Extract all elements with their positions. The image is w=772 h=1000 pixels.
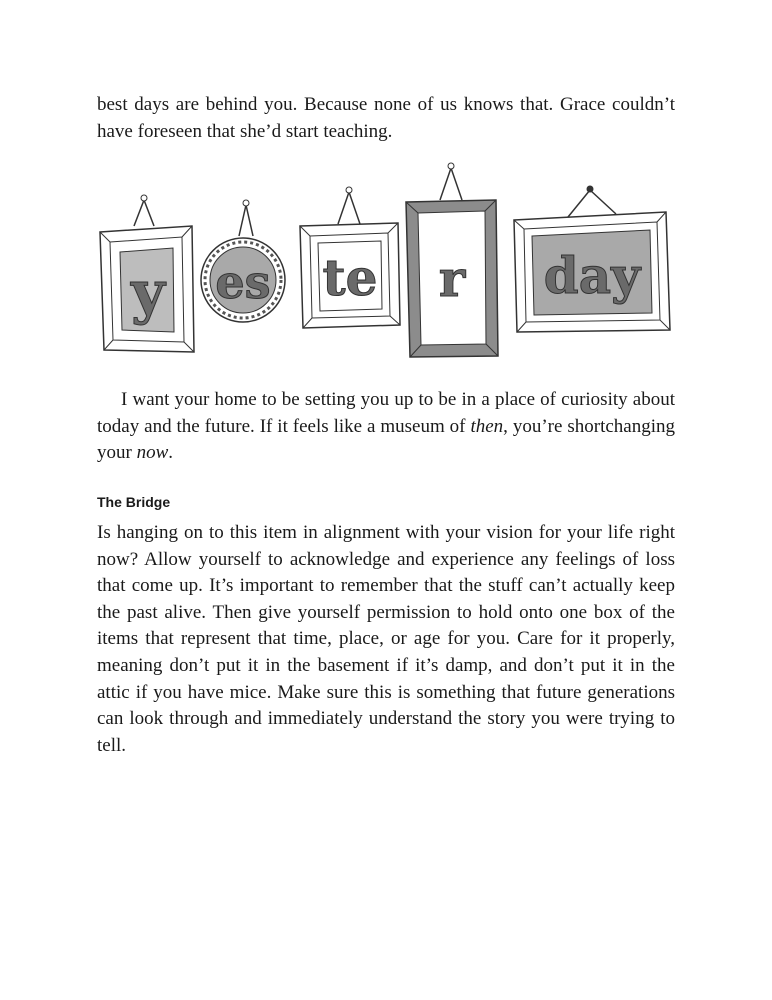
frame-letter-te: te: [322, 248, 378, 307]
frame-letter-day: day: [543, 246, 641, 305]
frame-letter-r: r: [438, 249, 466, 308]
frame-y: [100, 195, 194, 352]
section-heading: The Bridge: [97, 494, 171, 510]
paragraph-intro: best days are behind you. Because none of us knows that. Grace couldn’t have foreseen that she’d start teaching.: [97, 94, 675, 142]
frame-letter-es: es: [215, 255, 271, 309]
frame-day: [514, 186, 670, 332]
frame-es: [201, 200, 285, 322]
paragraph-curiosity: [97, 387, 675, 467]
paragraph-bridge: Is hanging on to this item in alignment with your vision for your life right now? Allow yourself to acknowledge and experience any feelings of loss that come up. It’s important to remember that the stuff can’t actually keep the past alive. Then give yourself permission to hold onto one box of the items that represent that time, place, or age for you. Care for it properly, meaning don’t put it in the basement if it’s damp, and don’t put it in the attic if you have mice. Make sure this is something that future generations can look through and immediately understand the story you were trying to tell.: [97, 522, 675, 756]
frame-r: [406, 163, 498, 357]
p2-text-2: , you’re shortchanging your: [97, 415, 676, 464]
p2-text-3: .: [168, 442, 174, 464]
p2-emphasis-now: now: [136, 442, 169, 464]
frame-letter-y: y: [131, 258, 165, 326]
p2-emphasis-then: then: [470, 415, 504, 437]
frame-te: [300, 187, 400, 328]
p2-text-1: I want your home to be setting you up to be in a place of curiosity about today and the future. If it feels like a museum of: [97, 389, 675, 437]
yesterday-frames-illustration: [96, 160, 674, 360]
